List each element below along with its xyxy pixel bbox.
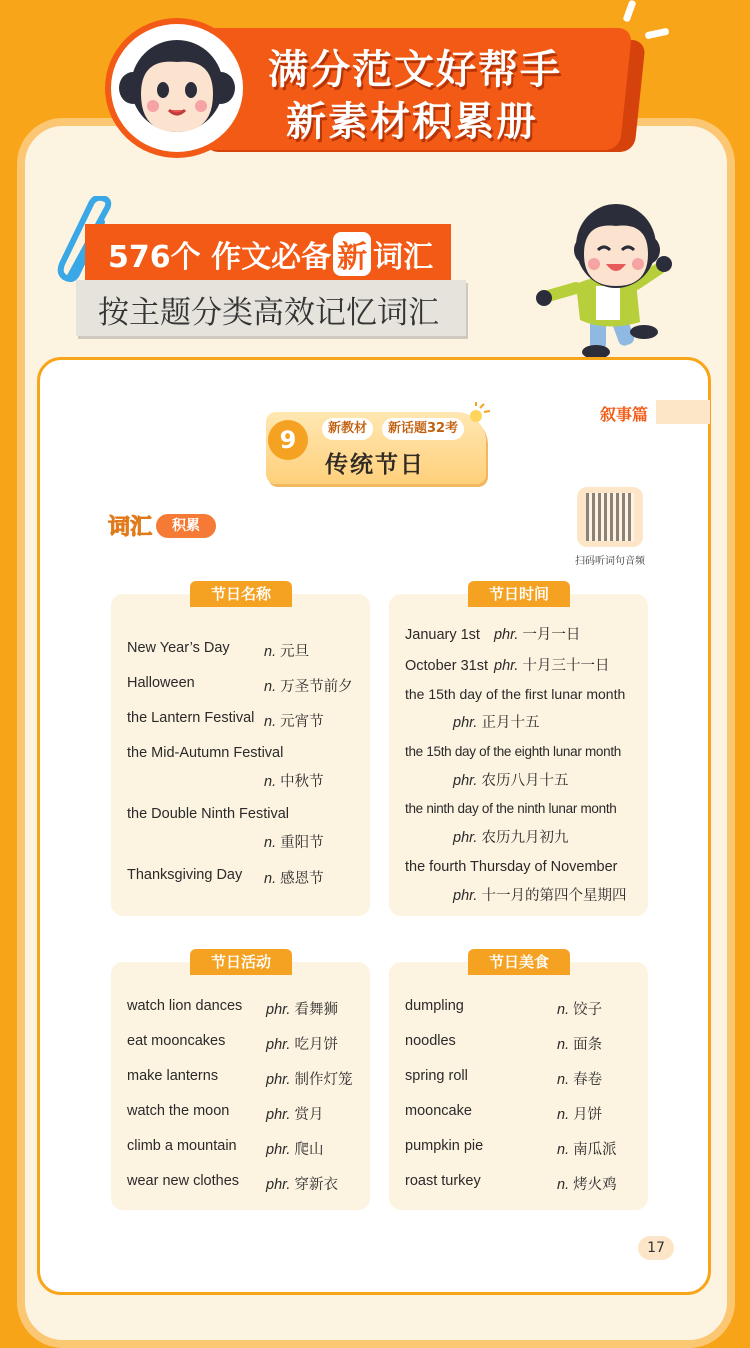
list-item: noodles: [405, 1033, 456, 1049]
qr-code[interactable]: [586, 493, 634, 541]
list-item: phr. 农历九月初九: [453, 830, 569, 846]
vocab-label: [108, 510, 216, 540]
vocab-label-pill: 积累: [156, 514, 216, 538]
list-item: watch the moon: [127, 1103, 230, 1119]
list-item: phr. 十一月的第四个星期四: [453, 888, 627, 904]
section-tag-bar: [656, 400, 710, 424]
list-item: n. 重阳节: [264, 835, 324, 851]
list-item: phr. 爬山: [266, 1142, 324, 1158]
new-badge: 新: [333, 232, 371, 276]
headline-count: 576个 作文必备: [108, 240, 332, 275]
list-item: spring roll: [405, 1068, 468, 1084]
list-item: January 1st phr. 一月一日: [405, 627, 581, 643]
list-item: the Double Ninth Festival: [127, 806, 289, 822]
list-item: n. 饺子: [557, 1002, 603, 1018]
box-title-time: 节日时间: [468, 581, 570, 607]
list-item: phr. 吃月饼: [266, 1037, 338, 1053]
list-item: phr. 制作灯笼: [266, 1072, 353, 1088]
vocab-label-ci: 词汇: [108, 515, 153, 540]
list-item: n. 南瓜派: [557, 1142, 617, 1158]
list-item: the fourth Thursday of November: [405, 859, 618, 875]
box-title-names: 节日名称: [190, 581, 292, 607]
list-item: pumpkin pie: [405, 1138, 484, 1154]
list-item: October 31st phr. 十月三十一日: [405, 658, 610, 674]
lesson-title: 传统节日: [325, 452, 425, 478]
headline-suffix: 词汇: [373, 240, 434, 275]
lesson-number: 9: [268, 420, 308, 460]
list-item: roast turkey: [405, 1173, 481, 1189]
list-item: watch lion dances: [127, 998, 243, 1014]
list-item: n. 元宵节: [264, 714, 324, 730]
list-item: the Lantern Festival: [127, 710, 255, 726]
page-number: 17: [638, 1236, 674, 1260]
list-item: eat mooncakes: [127, 1033, 226, 1049]
list-item: phr. 正月十五: [453, 715, 540, 731]
list-item: mooncake: [405, 1103, 472, 1119]
list-item: Halloween: [127, 675, 195, 691]
qr-caption: 扫码听词句音频: [575, 556, 645, 567]
list-item: climb a mountain: [127, 1138, 237, 1154]
list-item: n. 中秋节: [264, 774, 324, 790]
banner-title-line2: 新素材积累册: [286, 99, 538, 145]
list-item: wear new clothes: [127, 1173, 240, 1189]
list-item: dumpling: [405, 998, 464, 1014]
headline-text: [108, 232, 433, 276]
list-item: the 15th day of the first lunar month: [405, 686, 626, 702]
list-item: n. 万圣节前夕: [264, 679, 353, 695]
list-item: n. 月饼: [557, 1107, 603, 1123]
headline-subtitle: 按主题分类高效记忆词汇: [98, 295, 439, 331]
list-item: n. 春卷: [557, 1072, 603, 1088]
lesson-pill-topic: 新话题32考: [382, 418, 464, 440]
list-item: n. 烤火鸡: [557, 1177, 617, 1193]
list-item: phr. 赏月: [266, 1107, 324, 1123]
list-item: the ninth day of the ninth lunar month: [405, 801, 617, 816]
list-item: phr. 农历八月十五: [453, 773, 569, 789]
list-item: Thanksgiving Day: [127, 867, 243, 883]
list-item: New Year’s Day: [127, 640, 230, 656]
lightbulb-icon: [466, 402, 492, 428]
mascot-avatar: [105, 18, 249, 158]
list-item: n. 面条: [557, 1037, 603, 1053]
mascot-illustration: [536, 192, 676, 362]
section-tag: 叙事篇: [600, 405, 649, 424]
lesson-pill-textbook: 新教材: [322, 418, 373, 440]
list-item: phr. 看舞狮: [266, 1002, 338, 1018]
box-title-food: 节日美食: [468, 949, 570, 975]
list-item: phr. 穿新衣: [266, 1177, 338, 1193]
list-item: n. 元旦: [264, 644, 310, 660]
banner-title-line1: 满分范文好帮手: [268, 47, 562, 93]
list-item: the 15th day of the eighth lunar month: [405, 744, 622, 759]
box-title-activities: 节日活动: [190, 949, 292, 975]
list-item: make lanterns: [127, 1068, 219, 1084]
list-item: the Mid-Autumn Festival: [127, 745, 284, 761]
list-item: n. 感恩节: [264, 871, 324, 887]
